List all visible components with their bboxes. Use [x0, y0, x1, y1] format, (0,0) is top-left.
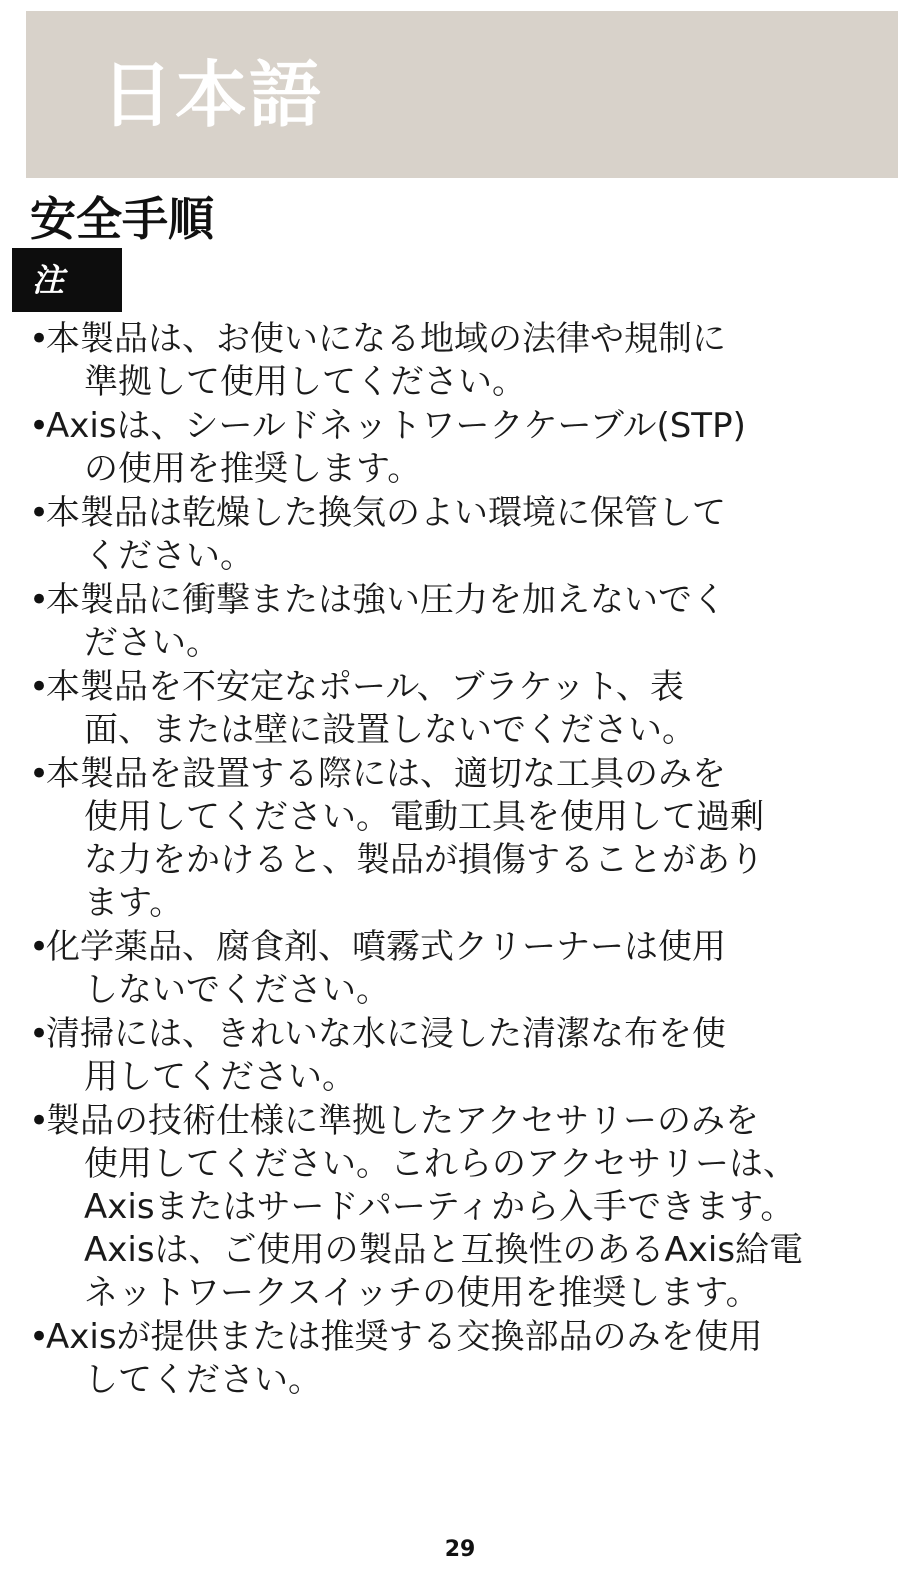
- list-item-line: 本製品は、お使いになる地域の法律や規制に: [46, 319, 726, 359]
- list-item-line: 本製品を不安定なポール、ブラケット、表: [46, 667, 684, 707]
- list-item-line: 準拠して使用してください。: [84, 362, 526, 402]
- list-item-line: Axisは、シールドネットワークケーブル(STP): [46, 406, 746, 446]
- list-item-line: な力をかけると、製品が損傷することがあり: [84, 840, 764, 880]
- list-item: [28, 492, 898, 578]
- bullet-icon: •: [28, 667, 50, 707]
- list-item-line: Axisが提供または推奨する交換部品のみを使用: [46, 1317, 763, 1357]
- list-item: [28, 1100, 898, 1315]
- section-title: 安全手順: [30, 192, 214, 246]
- list-item-line: 本製品は乾燥した換気のよい環境に保管して: [46, 493, 726, 533]
- list-item-line: 製品の技術仕様に準拠したアクセサリーのみを: [46, 1101, 759, 1141]
- list-item: [28, 579, 898, 665]
- list-item-line: 面、または壁に設置しないでください。: [84, 710, 696, 750]
- list-item-line: 使用してください。これらのアクセサリーは、: [84, 1144, 797, 1184]
- list-item-line: ネットワークスイッチの使用を推奨します。: [84, 1273, 760, 1313]
- list-item: [28, 1013, 898, 1099]
- bullet-icon: •: [28, 319, 50, 359]
- list-item-line: 用してください。: [84, 1057, 356, 1097]
- safety-instruction-list: [28, 318, 898, 1403]
- bullet-icon: •: [28, 406, 50, 446]
- note-badge: 注: [12, 248, 122, 312]
- list-item: [28, 318, 898, 404]
- page-number: 29: [444, 1537, 476, 1562]
- list-item-line: してください。: [84, 1360, 322, 1400]
- list-item: [28, 753, 898, 925]
- language-banner: [26, 11, 898, 178]
- list-item-line: しないでください。: [84, 970, 390, 1010]
- list-item-line: 本製品を設置する際には、適切な工具のみを: [46, 754, 726, 794]
- list-item: [28, 1316, 898, 1402]
- bullet-icon: •: [28, 1317, 50, 1357]
- bullet-icon: •: [28, 754, 50, 794]
- list-item: [28, 926, 898, 1012]
- list-item-line: ます。: [84, 883, 184, 923]
- list-item-line: 清掃には、きれいな水に浸した清潔な布を使: [46, 1014, 726, 1054]
- list-item-line: 使用してください。電動工具を使用して過剰: [84, 797, 764, 837]
- list-item-line: ださい。: [84, 623, 220, 663]
- bullet-icon: •: [28, 927, 50, 967]
- bullet-icon: •: [28, 493, 50, 533]
- bullet-icon: •: [28, 1014, 50, 1054]
- bullet-icon: •: [28, 580, 50, 620]
- list-item-line: Axisまたはサードパーティから入手できます。: [84, 1187, 795, 1227]
- list-item: [28, 405, 898, 491]
- list-item-line: ください。: [84, 536, 254, 576]
- bullet-icon: •: [28, 1101, 50, 1141]
- list-item-line: 本製品に衝撃または強い圧力を加えないでく: [46, 580, 726, 620]
- list-item: [28, 666, 898, 752]
- language-title: 日本語: [101, 53, 324, 137]
- list-item-line: Axisは、ご使用の製品と互換性のあるAxis給電: [84, 1230, 804, 1270]
- list-item-line: 化学薬品、腐食剤、噴霧式クリーナーは使用: [46, 927, 726, 967]
- list-item-line: の使用を推奨します。: [84, 449, 422, 489]
